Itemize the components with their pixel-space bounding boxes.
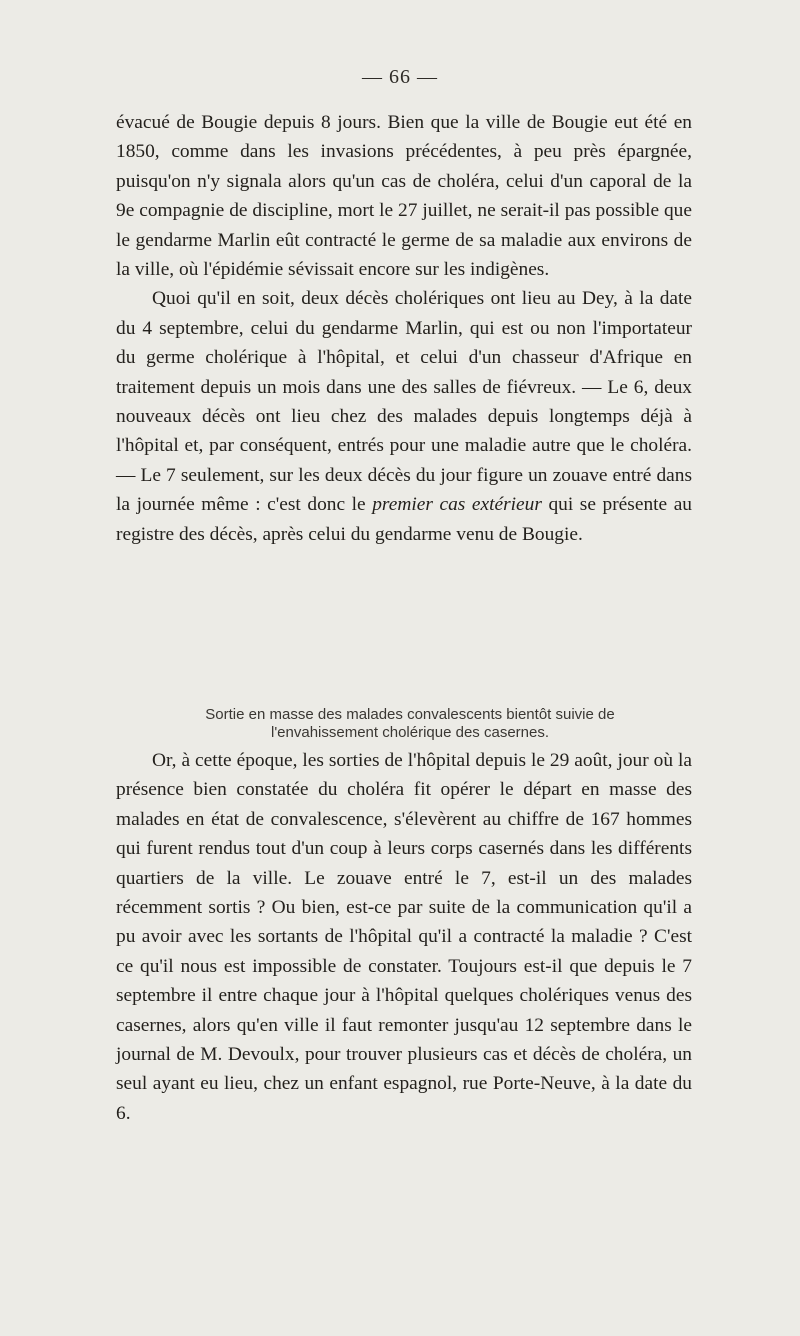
paragraph-sorties-hopital: Or, à cette époque, les sorties de l'hôpital depuis le 29 août, jour où la présence bien constatée du choléra fit opérer le départ en masse des malades en état de convalescence, s'élevèrent au chiffre de 167 hommes qui furent rendus tout d'un coup à leurs corps casernés dans les différents quartiers de la ville. Le zouave entré le 7, est-il un des malades récemment sortis ? Ou bien, est-ce par suite de la communication qu'il a pu avoir avec les sortants de l'hôpital qu'il a contracté la maladie ? C'est ce qu'il nous est impossible de constater. Toujours est-il que depuis le 7 septembre il entre chaque jour à l'hôpital quelques cholériques venus des casernes, alors qu'en ville il faut remonter jusqu'au 12 septembre dans le journal de M. Devoulx, pour trouver plusieurs cas et décès de choléra, un seul ayant eu lieu, chez un enfant espagnol, rue Porte-Neuve, à la date du 6. [116, 750, 692, 1124]
text-block-bottom [116, 746, 692, 1128]
italic-premier-cas-exterieur: premier cas extérieur [372, 494, 542, 516]
text-block-top [116, 108, 692, 549]
shoulder-note-line-2: l'envahissement cholérique des casernes. [270, 724, 550, 741]
paragraph-deces-cholériques [116, 284, 692, 549]
shoulder-note [160, 706, 660, 742]
paragraph-2-before-italic: Quoi qu'il en soit, deux décès cholériques ont lieu au Dey, à la date du 4 septembre, celui du gendarme Marlin, qui est ou non l'importateur du germe cholérique à l'hôpital, et celui d'un chasseur d'Afrique en traitement depuis un mois dans une des salles de fiévreux. — Le 6, deux nouveaux décès ont lieu chez des malades depuis longtemps déjà à l'hôpital et, par conséquent, entrés pour une maladie autre que le choléra. — Le 7 seulement, sur les deux décès du jour figure un zouave entré dans la journée même : c'est donc le [116, 288, 692, 516]
shoulder-note-line-1: Sortie en masse des malades convalescents bientôt suivie de [205, 706, 615, 723]
paragraph-continuation: évacué de Bougie depuis 8 jours. Bien que la ville de Bougie eut été en 1850, comme dans les invasions précédentes, à peu près épargnée, puisqu'on n'y signala alors qu'un cas de choléra, celui d'un caporal de la 9e compagnie de discipline, mort le 27 juillet, ne serait-il pas possible que le gendarme Marlin eût contracté le germe de sa maladie aux environs de la ville, où l'épidémie sévissait encore sur les indigènes. [116, 112, 692, 281]
paragraph-2-after-italic: qui se présente au registre des décès, après celui du gendarme venu de Bougie. [116, 494, 693, 545]
page-number: — 66 — [362, 66, 438, 88]
